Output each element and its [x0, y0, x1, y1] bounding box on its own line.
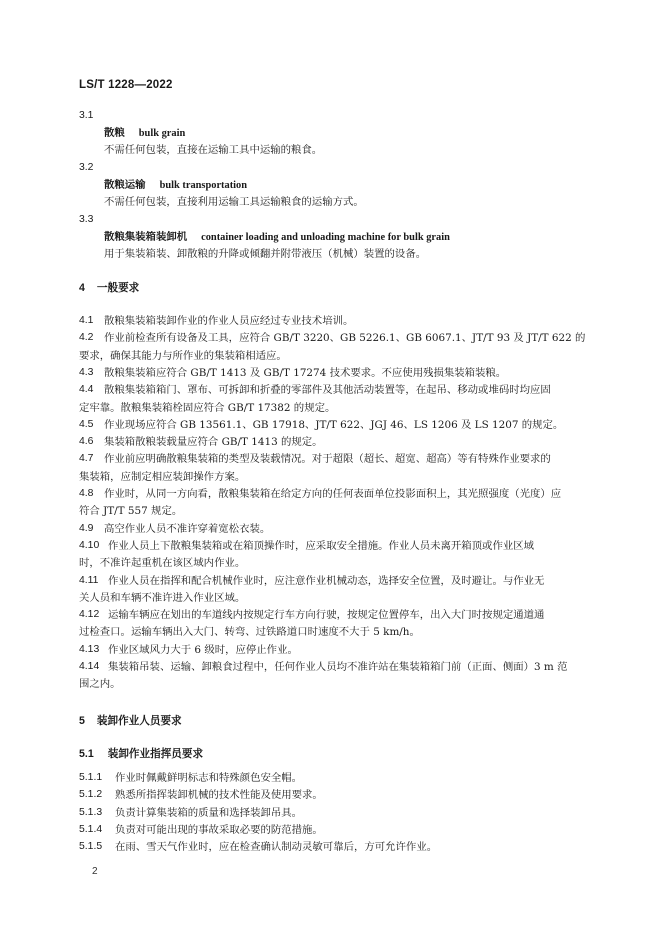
clause-text: 集装箱，应制定相应装卸操作方案。	[79, 470, 246, 483]
clause-number: 4.4	[79, 384, 94, 396]
def-term	[104, 178, 247, 193]
clause-number: 4.6	[79, 436, 94, 448]
subsection-title: 装卸作业指挥员要求	[107, 748, 204, 760]
clause-text: 要求，确保其能力与所作业的集装箱相适应。	[79, 349, 287, 362]
clause-text: 围之内。	[79, 678, 121, 691]
clause-text: 作业现场应符合 GB 13561.1、GB 17918、JT/T 622、JGJ 46、LS 1206 及 LS 1207 的规定。	[104, 418, 564, 431]
subsection-heading	[79, 747, 203, 761]
clause-number: 5.1.1	[79, 772, 103, 783]
term-en: bulk transportation	[159, 180, 248, 191]
section-heading	[79, 714, 182, 728]
def-description: 用于集装箱装、卸散粮的升降或倾翻并附带液压（机械）装置的设备。	[104, 248, 427, 260]
term-en: container loading and unloading machine for bulk grain	[201, 232, 450, 243]
clause-number: 4.7	[79, 453, 94, 465]
clause-text: 作业人员上下散粮集装箱或在箱顶操作时，应采取安全措施。作业人员未离开箱顶或作业区域	[108, 539, 535, 552]
page-number: 2	[92, 866, 98, 877]
clause-number: 5.1.3	[79, 806, 103, 818]
clause-text: 作业区域风力大于 6 级时，应停止作业。	[108, 643, 298, 656]
section-number: 5	[79, 715, 85, 727]
clause-text: 作业人员在指挥和配合机械作业时，应注意作业机械动态，选择安全位置，及时避让。与作业无	[108, 574, 545, 587]
clause-text: 时，不准许起重机在该区域内作业。	[79, 557, 246, 570]
def-description: 不需任何包装，直接利用运输工具运输粮食的运输方式。	[104, 196, 364, 208]
clause-text: 作业时，从同一方向看，散粮集装箱在给定方向的任何表面单位投影面积上，其光照强度（光度）应	[104, 488, 562, 500]
clause-number: 4.9	[79, 522, 94, 534]
term-en: bulk grain	[138, 128, 186, 139]
clause-text: 作业前应明确散粮集装箱的类型及装载情况。对于超限（超长、超宽、超高）等有特殊作业要求的	[104, 453, 551, 466]
clause-text: 集装箱散粮装载量应符合 GB/T 1413 的规定。	[104, 436, 323, 449]
clause-number: 5.1.4	[79, 823, 103, 835]
subsection-number: 5.1	[79, 748, 94, 760]
term-cn: 散粮运输	[104, 180, 146, 191]
clause-text: 符合 JT/T 557 规定。	[79, 505, 183, 518]
clause-text: 集装箱吊装、运输、卸粮食过程中，任何作业人员均不准许站在集装箱箱门前（正面、侧面）3 m 范	[108, 661, 568, 673]
def-number: 3.3	[79, 214, 94, 225]
clause-number: 4.13	[79, 643, 100, 655]
clause-number: 4.8	[79, 488, 94, 499]
section-heading	[79, 281, 139, 295]
clause-text: 在雨、雪天气作业时，应在检查确认制动灵敏可靠后，方可允许作业。	[115, 841, 438, 854]
clause-text: 作业前检查所有设备及工具，应符合 GB/T 3220、GB 5226.1、GB 6067.1、JT/T 93 及 JT/T 622 的	[104, 332, 586, 345]
term-cn: 散粮	[104, 128, 125, 139]
clause-text: 散粮集装箱应符合 GB/T 1413 及 GB/T 17274 技术要求。不应使用残损集装箱装粮。	[104, 366, 507, 379]
clause-number: 4.12	[79, 609, 100, 621]
def-term	[104, 126, 185, 141]
clause-text: 过检查口。运输车辆出入大门、转弯、过铁路道口时速度不大于 5 km/h。	[79, 626, 420, 639]
clause-text: 负责对可能出现的事故采取必要的防范措施。	[115, 823, 323, 836]
clause-number: 4.11	[79, 574, 99, 586]
section-title: 一般要求	[96, 282, 140, 294]
section-number: 4	[79, 282, 85, 294]
clause-text: 定牢靠。散粮集装箱栓固应符合 GB/T 17382 的规定。	[79, 401, 336, 414]
def-term	[104, 230, 450, 245]
clause-text: 高空作业人员不准许穿着宽松衣装。	[104, 522, 271, 535]
term-cn: 散粮集装箱装卸机	[104, 232, 188, 243]
def-description: 不需任何包装，直接在运输工具中运输的粮食。	[104, 144, 323, 156]
clause-text: 负责计算集装箱的质量和选择装卸吊具。	[115, 806, 303, 819]
clause-text: 熟悉所指挥装卸机械的技术性能及使用要求。	[115, 789, 323, 802]
def-number: 3.1	[79, 110, 94, 121]
clause-text: 关人员和车辆不准许进入作业区域。	[79, 591, 246, 604]
standard-header: LS/T 1228—2022	[79, 79, 173, 91]
clause-number: 5.1.2	[79, 789, 103, 801]
clause-text: 运输车辆应在划出的车道线内按规定行车方向行驶，按规定位置停车，出入大门时按规定通道通	[108, 609, 545, 622]
clause-number: 4.5	[79, 418, 94, 430]
clause-text: 作业时佩戴鲜明标志和特殊颜色安全帽。	[115, 772, 303, 784]
clause-number: 5.1.5	[79, 841, 103, 853]
clause-number: 4.10	[79, 539, 100, 551]
section-title: 装卸作业人员要求	[96, 715, 182, 727]
def-number: 3.2	[79, 162, 94, 173]
clause-number: 4.14	[79, 661, 100, 672]
clause-number: 4.3	[79, 366, 94, 378]
clause-number: 4.2	[79, 332, 94, 344]
clause-text: 散粮集装箱箱门、罩布、可拆卸和折叠的零部件及其他活动装置等，在起吊、移动或堆码时均应固	[104, 384, 551, 397]
clause-number: 4.1	[79, 315, 94, 326]
clause-text: 散粮集装箱装卸作业的作业人员应经过专业技术培训。	[104, 315, 354, 327]
